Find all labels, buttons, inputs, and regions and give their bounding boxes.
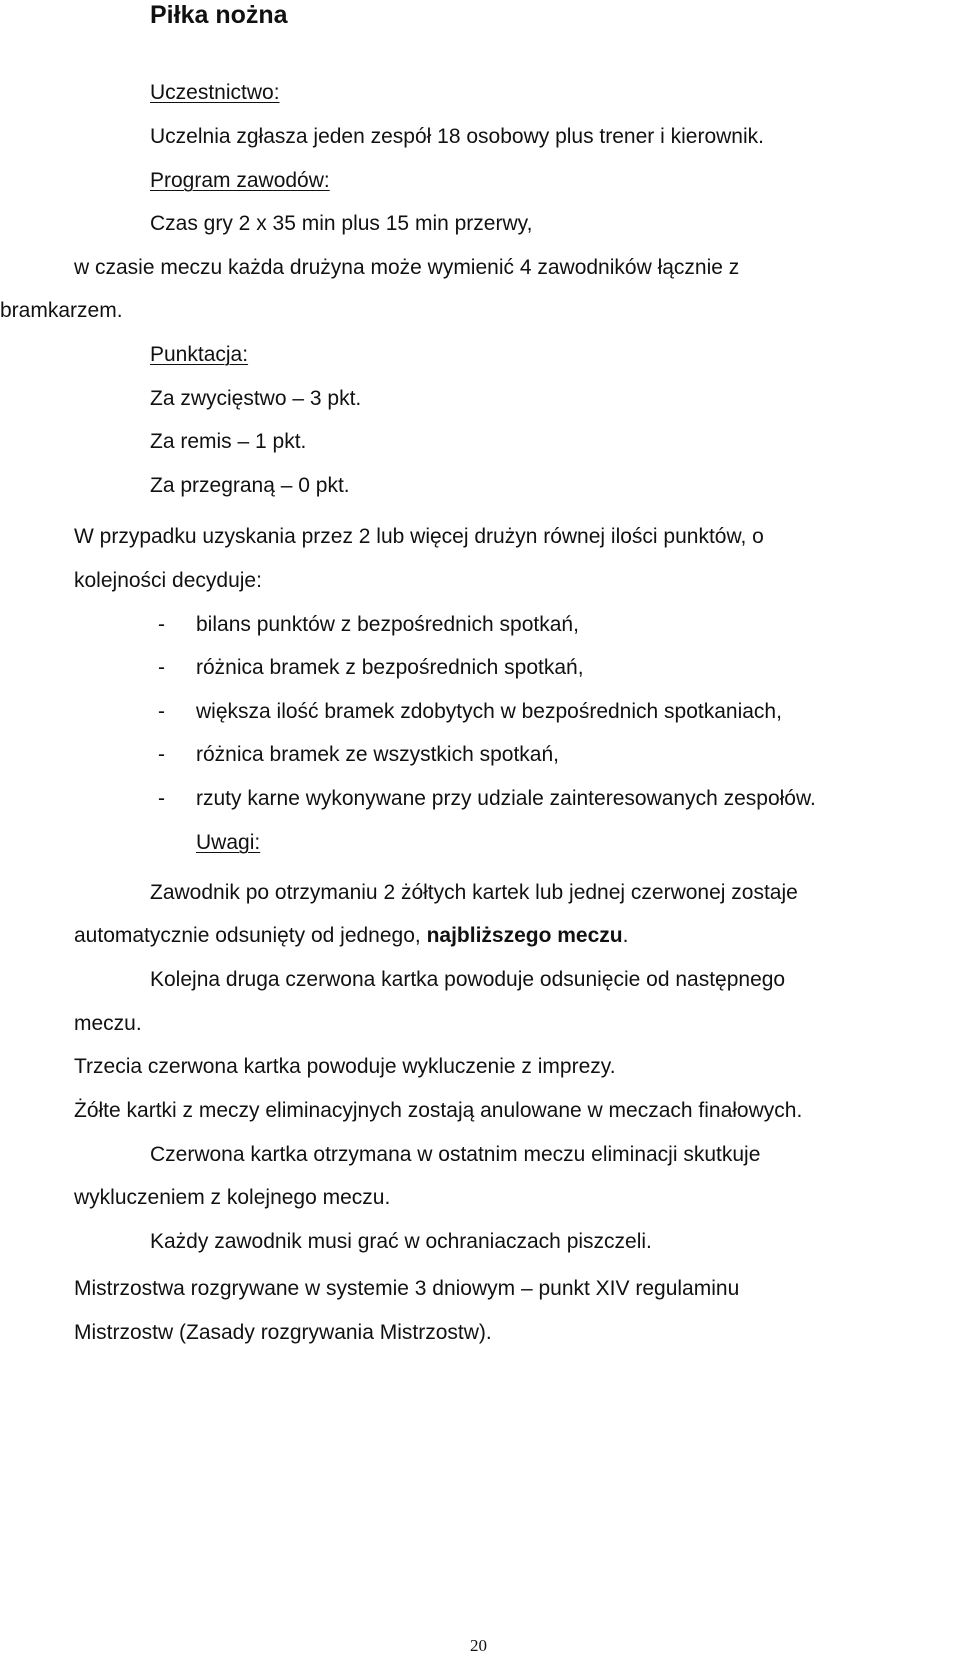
uwagi-p5-line-1: Czerwona kartka otrzymana w ostatnim meczu eliminacji skutkuje xyxy=(150,1143,761,1166)
program-line-1: Czas gry 2 x 35 min plus 15 min przerwy, xyxy=(150,212,533,235)
list-item: różnica bramek ze wszystkich spotkań, xyxy=(196,743,559,766)
list-item: bilans punktów z bezpośrednich spotkań, xyxy=(196,613,579,636)
punktacja-heading: Punktacja: xyxy=(150,343,249,366)
mistrzostwa-line-1: Mistrzostwa rozgrywane w systemie 3 dniowym – punkt XIV regulaminu xyxy=(74,1277,740,1300)
page-title: Piłka nożna xyxy=(150,1,288,29)
list-item: rzuty karne wykonywane przy udziale zainteresowanych zespołów. xyxy=(196,787,816,810)
page-number: 20 xyxy=(470,1636,487,1655)
list-item: różnica bramek z bezpośrednich spotkań, xyxy=(196,656,584,679)
uwagi-p1-line-2 xyxy=(74,923,628,949)
list-bullet: - xyxy=(158,787,165,810)
list-bullet: - xyxy=(158,656,165,679)
list-bullet: - xyxy=(158,700,165,723)
uwagi-p1-line-2-start: automatycznie odsunięty od jednego, xyxy=(74,924,427,947)
punktacja-win: Za zwycięstwo – 3 pkt. xyxy=(150,387,362,410)
uwagi-p2-line-1: Kolejna druga czerwona kartka powoduje odsunięcie od następnego xyxy=(150,968,786,991)
program-line-2: w czasie meczu każda drużyna może wymienić 4 zawodników łącznie z xyxy=(74,256,740,279)
uwagi-p5-line-2: wykluczeniem z kolejnego meczu. xyxy=(74,1186,391,1209)
uczestnictwo-heading: Uczestnictwo: xyxy=(150,81,280,104)
program-line-3: bramkarzem. xyxy=(0,299,123,322)
uwagi-p6: Każdy zawodnik musi grać w ochraniaczach piszczeli. xyxy=(150,1230,652,1253)
uwagi-p1-line-1: Zawodnik po otrzymaniu 2 żółtych kartek lub jednej czerwonej zostaje xyxy=(150,881,798,904)
mistrzostwa-line-2: Mistrzostw (Zasady rozgrywania Mistrzostw). xyxy=(74,1321,492,1344)
uwagi-p2-line-2: meczu. xyxy=(74,1012,142,1035)
uwagi-p3: Trzecia czerwona kartka powoduje wykluczenie z imprezy. xyxy=(74,1055,616,1078)
punktacja-draw: Za remis – 1 pkt. xyxy=(150,430,307,453)
tie-rule-line-1: W przypadku uzyskania przez 2 lub więcej drużyn równej ilości punktów, o xyxy=(74,525,764,548)
list-bullet: - xyxy=(158,743,165,766)
uczestnictwo-text: Uczelnia zgłasza jeden zespół 18 osobowy plus trener i kierownik. xyxy=(150,125,764,148)
list-bullet: - xyxy=(158,613,165,636)
tie-rule-line-2: kolejności decyduje: xyxy=(74,569,262,592)
uwagi-p1-line-2-end: . xyxy=(622,924,629,947)
punktacja-loss: Za przegraną – 0 pkt. xyxy=(150,474,350,497)
list-item: większa ilość bramek zdobytych w bezpośrednich spotkaniach, xyxy=(196,700,782,723)
program-heading: Program zawodów: xyxy=(150,169,330,192)
uwagi-p1-emphasis: najbliższego meczu xyxy=(426,924,623,947)
uwagi-heading: Uwagi: xyxy=(196,831,261,854)
uwagi-p4: Żółte kartki z meczy eliminacyjnych zostają anulowane w meczach finałowych. xyxy=(74,1099,803,1122)
